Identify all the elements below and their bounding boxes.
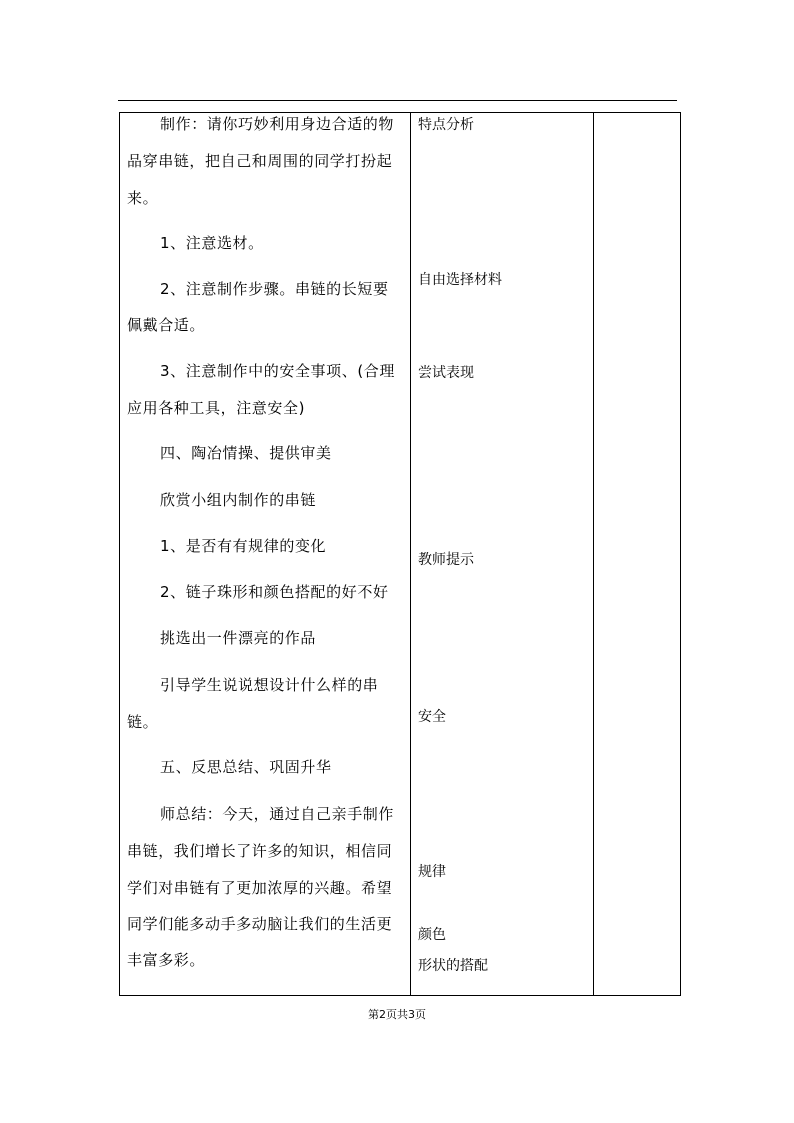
paragraph-line: 制作：请你巧妙利用身边合适的物 bbox=[160, 115, 395, 133]
note-item: 教师提示 bbox=[418, 552, 474, 568]
paragraph-line: 欣赏小组内制作的串链 bbox=[160, 491, 317, 509]
paragraph-line: 应用各种工具，注意安全) bbox=[127, 399, 306, 417]
paragraph-line: 2、注意制作步骤。串链的长短要 bbox=[160, 280, 389, 298]
paragraph-line: 1、是否有有规律的变化 bbox=[160, 537, 327, 555]
note-item: 形状的搭配 bbox=[418, 958, 488, 974]
note-item: 颜色 bbox=[418, 927, 446, 943]
paragraph-line: 师总结：今天，通过自己亲手制作 bbox=[160, 805, 395, 823]
column-divider bbox=[593, 113, 594, 995]
note-item: 自由选择材料 bbox=[418, 272, 502, 288]
note-item: 安全 bbox=[418, 709, 446, 725]
header-rule bbox=[118, 100, 677, 101]
paragraph-line: 同学们能多动手多动脑让我们的生活更 bbox=[127, 915, 393, 933]
paragraph-line: 来。 bbox=[127, 189, 159, 207]
page-number: 第2页共3页 bbox=[368, 1008, 426, 1021]
section-heading: 四、陶冶情操、提供审美 bbox=[160, 444, 332, 462]
section-heading: 五、反思总结、巩固升华 bbox=[160, 758, 332, 776]
paragraph-line: 品穿串链，把自己和周围的同学打扮起 bbox=[127, 152, 393, 170]
paragraph-line: 3、注意制作中的安全事项、(合理 bbox=[160, 362, 395, 380]
note-item: 特点分析 bbox=[418, 117, 474, 133]
paragraph-line: 串链，我们增长了许多的知识，相信同 bbox=[127, 842, 393, 860]
paragraph-line: 链。 bbox=[127, 713, 159, 731]
note-item: 规律 bbox=[418, 864, 446, 880]
paragraph-line: 丰富多彩。 bbox=[127, 951, 206, 969]
paragraph-line: 2、链子珠形和颜色搭配的好不好 bbox=[160, 583, 389, 601]
paragraph-line: 1、注意选材。 bbox=[160, 234, 264, 252]
note-item: 尝试表现 bbox=[418, 365, 474, 381]
paragraph-line: 佩戴合适。 bbox=[127, 316, 206, 334]
paragraph-line: 引导学生说说想设计什么样的串 bbox=[160, 676, 379, 694]
paragraph-line: 挑选出一件漂亮的作品 bbox=[160, 629, 317, 647]
column-divider bbox=[410, 113, 411, 995]
paragraph-line: 学们对串链有了更加浓厚的兴趣。希望 bbox=[127, 879, 393, 897]
